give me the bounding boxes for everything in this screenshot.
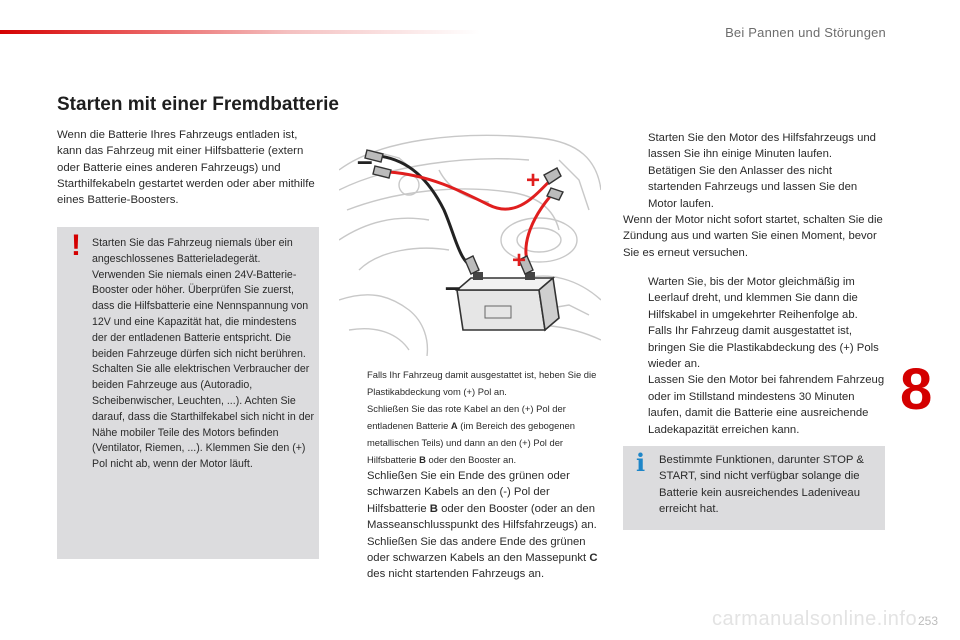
battery-b — [457, 272, 559, 330]
restart-note: Wenn der Motor nicht sofort startet, schalten Sie die Zündung aus und warten Sie einen Moment, bevor Sie es erneut versuchen. — [623, 214, 883, 259]
jump-start-illustration — [339, 130, 601, 356]
list-item: Starten Sie den Motor des Hilfsfahrzeugs und lassen Sie ihn einige Minuten laufen. — [648, 132, 876, 161]
list-item: Warten Sie, bis der Motor gleichmäßig im Leerlauf dreht, und klemmen Sie dann die Hilfskabel in umgekehrter Reihenfolge ab. — [648, 276, 858, 321]
list-item: Schließen Sie das andere Ende des grünen oder schwarzen Kabels an den Massepunkt C des nicht startenden Fahrzeugs an. — [367, 535, 598, 581]
connection-steps — [342, 366, 604, 583]
list-item: Falls Ihr Fahrzeug damit ausgestattet ist, bringen Sie die Plastikabdeckung des (+) Pols wieder an. — [648, 325, 879, 371]
plus-label-top: + — [526, 167, 541, 194]
warning-icon: ! — [71, 229, 81, 262]
header-accent-bar — [0, 30, 480, 34]
info-icon: i — [636, 448, 646, 477]
list-item: Schließen Sie ein Ende des grünen oder schwarzen Kabels an den (-) Pol der Hilfsbatterie B oder den Booster (oder an den Masseanschlusspunkt des Hilfsfahrzeugs) an. — [367, 470, 597, 532]
plus-label-bottom: + — [512, 247, 527, 274]
list-item: Lassen Sie den Motor bei fahrendem Fahrzeug oder im Stillstand mindestens 30 Minuten laufen, damit die Batterie eine ausreichende Ladekapazität erreichen kann. — [648, 374, 885, 436]
list-item: Falls Ihr Fahrzeug damit ausgestattet ist, heben Sie die Plastikabdeckung vom (+) Pol an. — [367, 369, 597, 397]
minus-label-bottom: – — [445, 271, 461, 302]
page-number: 253 — [917, 614, 938, 628]
info-text: Bestimmte Funktionen, darunter STOP & START, sind nicht verfügbar solange die Batterie kein ausreichendes Ladeniveau erreicht hat. — [659, 454, 864, 516]
intro-paragraph: Wenn die Batterie Ihres Fahrzeugs entladen ist, kann das Fahrzeug mit einer Hilfsbatterie (extern oder Batterie eines anderen Fahrzeugs) und Starthilfekabeln gestartet werden oder aber mithilfe eines Batterie-Boosters. — [57, 129, 315, 207]
page-title: Starten mit einer Fremdbatterie — [57, 94, 339, 115]
section-title: Bei Pannen und Störungen — [725, 25, 886, 40]
chapter-number: 8 — [900, 357, 933, 422]
warning-box — [57, 227, 319, 559]
start-steps — [623, 130, 887, 261]
list-item: Schließen Sie das rote Kabel an den (+) Pol der entladenen Batterie A (im Bereich des gebogenen metallischen Teils) und dann an den (+) Pol der Hilfsbatterie B oder den Booster an. — [367, 403, 575, 465]
warning-text: Starten Sie das Fahrzeug niemals über ein angeschlossenes Batterieladegerät. Verwenden Sie niemals einen 24V-Batterie-Booster oder höher. Überprüfen Sie zuerst, dass die Hilfsbatterie eine Nennspannung von 12V und eine Kapazität hat, die mindestens der der entladenen Batterie entspricht. Die beiden Fahrzeuge dürfen sich nicht berühren. Schalten Sie alle elektrischen Verbraucher der beiden Fahrzeuge aus (Autoradio, Scheibenwischer, Leuchten, ...). Achten Sie darauf, dass die Starthilfekabel sich nicht in der Nähe mobiler Teile des Motors befinden (Ventilator, Riemen, ...). Klemmen Sie den (+) Pol nicht ab, wenn der Motor läuft. — [92, 237, 315, 471]
info-box — [623, 446, 885, 530]
minus-label-top: – — [357, 145, 373, 176]
list-item: Betätigen Sie den Anlasser des nicht startenden Fahrzeugs und lassen Sie den Motor laufen. — [648, 164, 858, 210]
disconnect-steps — [623, 274, 887, 438]
watermark: carmanualsonline.info — [712, 608, 918, 630]
